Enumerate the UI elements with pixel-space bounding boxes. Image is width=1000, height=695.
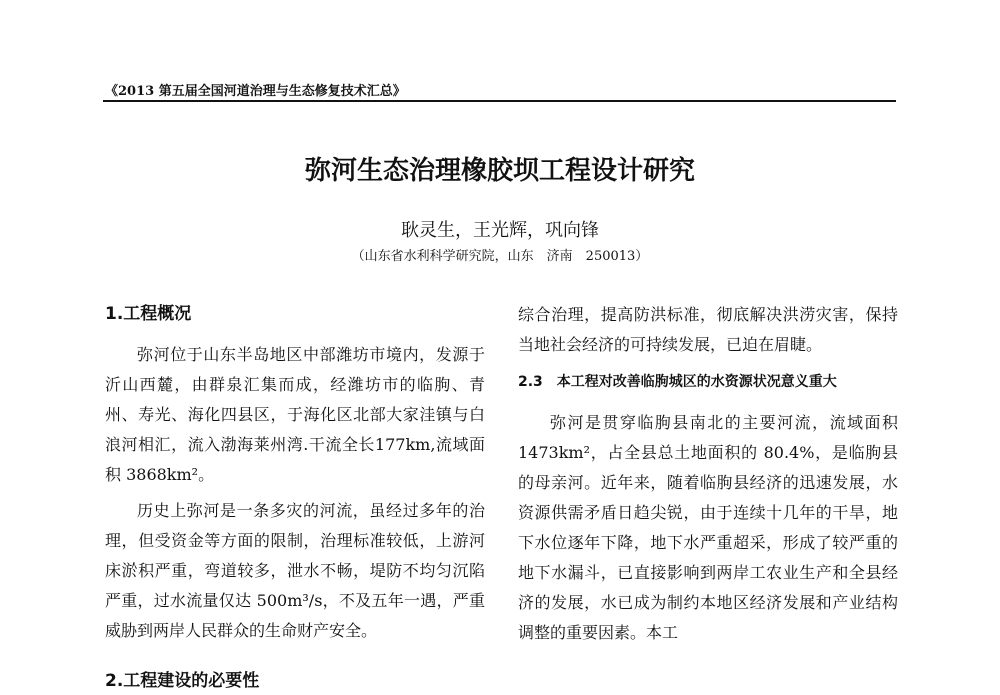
- left-column: [105, 300, 485, 652]
- paper-affiliation: （山东省水利科学研究院，山东 济南 250013）: [351, 249, 649, 264]
- section-heading-necessity: 2.工程建设的必要性: [105, 671, 260, 691]
- section-heading-overview: 1.工程概况: [105, 304, 192, 324]
- water-resources-paragraph: 弥河是贯穿临朐县南北的主要河流，流域面积 1473km²，占全县总土地面积的 80.4%，是临朐县的母亲河。近年来，随着临朐县经济的迅速发展，水资源供需矛盾日趋尖锐，由于连续十几年的干旱，地下水位逐年下降，地下水严重超采，形成了较严重的地下水漏斗，已直接影响到两岸工农业生产和全县经济的发展，水已成为制约本地区经济发展和产业结构调整的重要因素。本工: [518, 413, 898, 642]
- overview-paragraph-2: 历史上弥河是一条多灾的河流，虽经过多年的治理，但受资金等方面的限制，治理标准较低，上游河床淤积严重，弯道较多，泄水不畅，堤防不均匀沉陷严重，过水流量仅达 500m³/s，不及五年一遇，严重威胁到两岸人民群众的生命财产安全。: [105, 501, 485, 640]
- continued-paragraph: 综合治理，提高防洪标准，彻底解决洪涝灾害，保持当地社会经济的可持续发展，已迫在眉睫。: [518, 305, 898, 354]
- subsection-heading-2-3: 2.3 本工程对改善临朐城区的水资源状况意义重大: [518, 374, 837, 390]
- paper-authors: 耿灵生，王光辉，巩向锋: [401, 220, 599, 241]
- right-column: [518, 300, 898, 654]
- header-rule: [103, 100, 896, 102]
- overview-paragraph-1: 弥河位于山东半岛地区中部潍坊市境内，发源于沂山西麓，由群泉汇集而成，经潍坊市的临朐、青州、寿光、海化四县区，于海化区北部大家洼镇与白浪河相汇，流入渤海莱州湾.干流全长177km,流域面积 3868km²。: [105, 345, 485, 484]
- paper-title: 弥河生态治理橡胶坝工程设计研究: [304, 156, 695, 186]
- running-header: 《2013 第五届全国河道治理与生态修复技术汇总》: [105, 84, 406, 99]
